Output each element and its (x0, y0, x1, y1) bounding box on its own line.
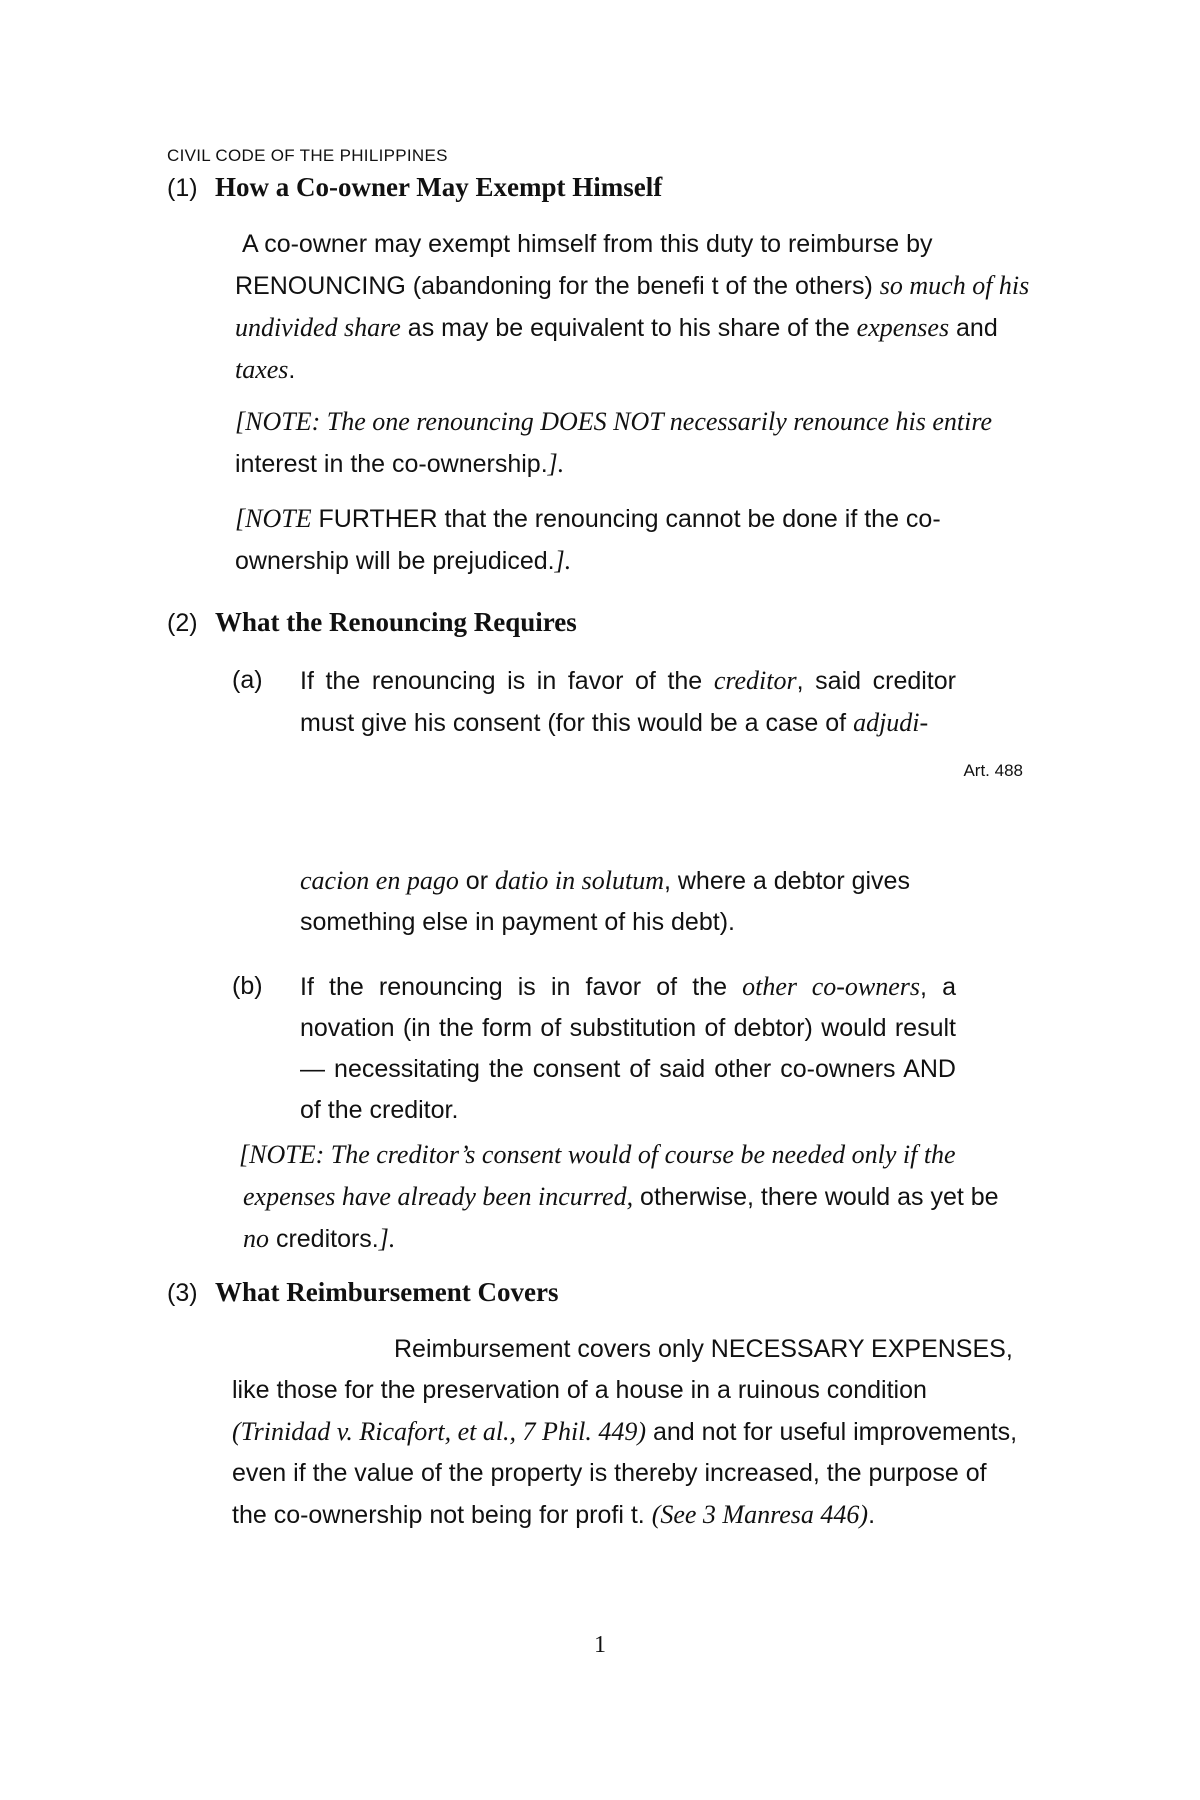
text-run: . (288, 356, 296, 384)
note-1 (235, 401, 1030, 485)
italic-run: (See 3 Manresa 446) (651, 1500, 869, 1529)
text-run: , where a debtor gives something else in payment of his debt). (300, 867, 910, 936)
text-run: . (868, 1501, 876, 1529)
section-3-number: (3) (167, 1279, 198, 1307)
italic-run: ]. (547, 449, 565, 478)
italic-run: so much of his undivided share (235, 271, 1030, 342)
note-3 (239, 1134, 1023, 1260)
italic-run: expenses (856, 313, 950, 342)
list-item-label: (b) (232, 972, 263, 1000)
section-1-number: (1) (167, 174, 198, 202)
text-run: A co-owner may exempt himself from this duty to reimburse by RENOUNCING (abandoning for the benefi t of the others) (235, 230, 933, 300)
italic-run: ]. (554, 546, 572, 575)
text-run: as may be equivalent to his share of the (400, 314, 857, 342)
text-run: otherwise, there would as yet be (633, 1183, 999, 1211)
italic-run: other co-owners (742, 972, 921, 1001)
italic-run: adjudi- (853, 708, 929, 737)
text-run: FURTHER that the renouncing cannot be done if the co-ownership will be prejudiced. (235, 505, 941, 575)
list-item-text (300, 660, 956, 744)
text-run: If the renouncing is in favor of the (300, 973, 743, 1001)
list-item-label: (a) (232, 666, 263, 694)
italic-run: (Trinidad v. Ricafort, et al., 7 Phil. 449) (232, 1417, 647, 1446)
note-2 (235, 498, 1030, 582)
italic-run: taxes (235, 355, 289, 384)
section-2-title: What the Renouncing Requires (215, 607, 577, 637)
italic-run: cacion en pago (300, 866, 459, 895)
text-run: interest in the co-ownership. (235, 450, 548, 478)
italic-run: datio in solutum (494, 866, 664, 895)
italic-run: creditor (713, 666, 797, 695)
text-run: creditors. (269, 1225, 379, 1253)
page-number: 1 (594, 1632, 606, 1658)
list-item-b (232, 966, 1024, 1136)
italic-run: [NOTE: The one renouncing DOES NOT necessarily renounce his entire (235, 407, 993, 436)
list-item-a (232, 660, 1024, 750)
text-run: or (458, 867, 495, 895)
section-2-heading (167, 607, 577, 638)
italic-run: ]. (378, 1224, 396, 1253)
italic-run: [NOTE: The creditor’s consent would of course be needed only if the expenses have already been incurred, (239, 1140, 956, 1211)
section-1-heading (167, 172, 662, 203)
text-run: and (949, 314, 998, 342)
section-3-paragraph (232, 1329, 1022, 1536)
article-label: Art. 488 (963, 761, 1023, 780)
italic-run: no (243, 1224, 269, 1253)
list-item-text (300, 966, 956, 1131)
section-2-number: (2) (167, 609, 198, 637)
text-run: , a novation (in the form of substitution of debtor) would result — necessitating the consent of said other co-owners AND of the creditor. (300, 973, 956, 1124)
list-item-a-continued (232, 860, 1024, 950)
text-run: Reimbursement covers only NECESSARY EXPENSES, like those for the preservation of a house in a ruinous condition (232, 1335, 1013, 1404)
section-3-title: What Reimbursement Covers (215, 1277, 559, 1307)
section-3-heading (167, 1277, 558, 1308)
list-item-text (300, 860, 956, 943)
section-1-paragraph (235, 224, 1030, 391)
running-head: CIVIL CODE OF THE PHILIPPINES (167, 146, 448, 165)
text-run: If the renouncing is in favor of the (300, 667, 714, 695)
italic-run: [NOTE (235, 504, 312, 533)
section-1-title: How a Co-owner May Exempt Himself (215, 172, 663, 202)
text-run: and not for useful improvements, even if the value of the property is thereby increased, the purpose of the co-ownership not being for profi t. (232, 1418, 1018, 1529)
text-run: , said creditor must give his consent (for this would be a case of (300, 667, 956, 737)
